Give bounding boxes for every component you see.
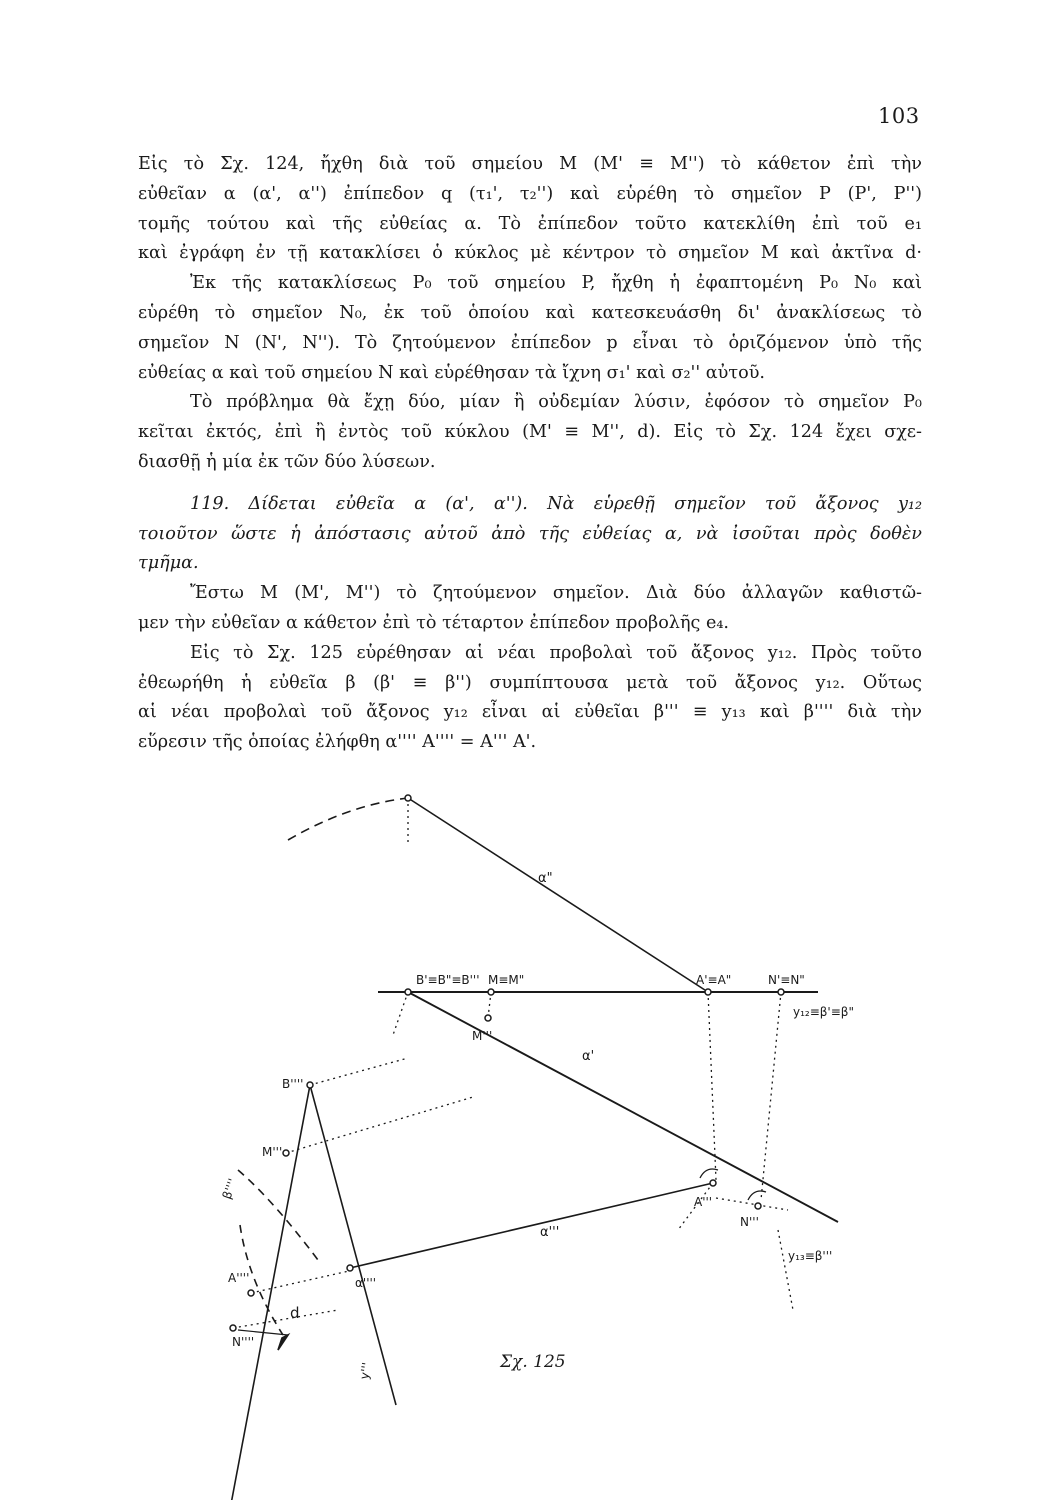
text-line: Ἔστω Μ (Μ', Μ'') τὸ ζητούμενον σημεῖον. Διὰ δύο ἀλλαγῶν καθιστῶ- <box>190 583 922 604</box>
paragraph-4 <box>138 579 922 639</box>
text-line: αἱ νέαι προβολαὶ τοῦ ἄξονος y₁₂ εἶναι αἱ εὐθεῖαι β''' ≡ y₁₃ καὶ β'''' διὰ τὴν <box>138 702 922 723</box>
page-number: 103 <box>878 104 920 128</box>
dotted-line <box>761 992 781 1200</box>
body-text <box>138 150 922 758</box>
line-alpha-dbl <box>408 798 708 992</box>
label-m-iii: M''' <box>472 1029 493 1043</box>
label-b-group: B'≡B"≡B''' <box>416 973 480 987</box>
line-alpha-triple <box>350 1183 713 1268</box>
dotted-line <box>393 992 408 1035</box>
dotted-line <box>778 1230 793 1310</box>
text-line: Τὸ πρόβλημα θὰ ἔχῃ δύο, μίαν ἢ οὐδεμίαν λύσιν, ἐφόσον τὸ σημεῖον P₀ <box>190 392 922 413</box>
point-a-iv <box>248 1290 254 1296</box>
text-line: εὕρεσιν τῆς ὁποίας ἐλήφθη α'''' A'''' = A''' A'. <box>138 732 537 753</box>
point-n-group <box>778 989 784 995</box>
text-line: Εἰς τὸ Σχ. 125 εὑρέθησαν αἱ νέαι προβολαὶ τοῦ ἄξονος y₁₂. Πρὸς τοῦτο <box>190 642 922 663</box>
dashed-arc-left <box>238 1170 318 1260</box>
label-n-iii: N''' <box>740 1215 759 1229</box>
text-line: καὶ ἐγράφη ἐν τῇ κατακλίσει ὁ κύκλος μὲ κέντρον τὸ σημεῖον Μ καὶ ἀκτῖνα d· <box>138 243 922 264</box>
point-alpha-dbl-top <box>405 795 411 801</box>
label-m-group: M≡M" <box>488 973 525 987</box>
point-m-v <box>283 1150 289 1156</box>
text-line: Εἰς τὸ Σχ. 124, ἤχθη διὰ τοῦ σημείου Μ (Μ' ≡ Μ'') τὸ κάθετον ἐπὶ τὴν <box>138 154 922 174</box>
paragraph-2 <box>138 269 922 388</box>
right-angle-mark <box>748 1191 766 1200</box>
figure-caption: Σχ. 125 <box>500 1352 566 1372</box>
text-line: 119. Δίδεται εὐθεῖα α (α', α''). Νὰ εὑρεθῇ σημεῖον τοῦ ἄξονος y₁₂ <box>190 493 922 514</box>
paragraph-3 <box>138 388 922 477</box>
text-line: διασθῇ ἡ μία ἐκ τῶν δύο λύσεων. <box>138 451 436 472</box>
label-alpha-iv: α'''' <box>355 1276 377 1290</box>
text-line: κεῖται ἐκτός, ἐπὶ ἢ ἐντὸς τοῦ κύκλου (Μ' ≡ Μ'', d). Εἰς τὸ Σχ. 124 ἔχει σχε- <box>138 422 922 443</box>
point-a-group <box>705 989 711 995</box>
label-b-iv: B'''' <box>282 1077 304 1091</box>
dotted-line <box>233 1310 338 1328</box>
label-n-group: N'≡N" <box>768 973 805 987</box>
point-m-iii <box>485 1015 491 1021</box>
point-m-group <box>488 989 494 995</box>
paragraph-5 <box>138 639 922 758</box>
dotted-line <box>286 1097 473 1153</box>
dotted-line <box>310 1058 408 1085</box>
text-line: ἐθεωρήθη ἡ εὐθεῖα β (β' ≡ β'') συμπίπτουσα μετὰ τοῦ ἄξονος y₁₂. Οὕτως <box>138 672 922 693</box>
text-line: τμῆμα. <box>138 553 199 574</box>
label-d: d <box>290 1304 300 1322</box>
point-n-iv <box>230 1325 236 1331</box>
problem-statement <box>138 490 922 579</box>
dotted-line <box>708 992 716 1180</box>
dotted-line <box>251 1271 349 1293</box>
label-alpha-dbl: α" <box>538 871 553 886</box>
label-m-v: M''' <box>262 1145 283 1159</box>
label-y-beta: y₁₃≡β''' <box>788 1249 833 1263</box>
label-y-iv: y''' <box>357 1361 374 1381</box>
label-alpha-triple: α''' <box>540 1225 560 1240</box>
text-line: Ἐκ τῆς κατακλίσεως P₀ τοῦ σημείου P, ἤχθη ἡ ἐφαπτομένη P₀ N₀ καὶ <box>190 273 922 294</box>
text-line: μεν τὴν εὐθεῖαν α κάθετον ἐπὶ τὸ τέταρτον ἐπίπεδον προβολῆς e₄. <box>138 612 729 633</box>
label-a-iii: A''' <box>694 1195 713 1209</box>
point-alpha-triple <box>347 1265 353 1271</box>
text-line: εὐθεῖαν α (α', α'') ἐπίπεδον q (τ₁', τ₂'') καὶ εὑρέθη τὸ σημεῖον P (P', P'') <box>138 183 922 204</box>
label-axis-y12: y₁₂≡β'≡β" <box>793 1005 854 1019</box>
text-line: σημεῖον N (N', N''). Τὸ ζητούμενον ἐπίπεδον p εἶναι τὸ ὁριζόμενον ὑπὸ τῆς <box>138 332 922 353</box>
line-y-iv <box>310 1085 396 1405</box>
label-a-group: A'≡A" <box>696 973 732 987</box>
arrow-d <box>278 1335 288 1350</box>
text-line: τομῆς τούτου καὶ τῆς εὐθείας α. Τὸ ἐπίπεδον τοῦτο κατεκλίθη ἐπὶ τοῦ e₁ <box>138 213 922 234</box>
text-line: εὐθείας α καὶ τοῦ σημείου N καὶ εὑρέθησαν τὰ ἴχνη σ₁' καὶ σ₂'' αὐτοῦ. <box>138 362 765 383</box>
text-line: τοιοῦτον ὥστε ἡ ἀπόστασις αὐτοῦ ἀπὸ τῆς εὐθείας α, νὰ ἰσοῦται πρὸς δοθὲν <box>138 523 922 544</box>
point-n-iii <box>755 1203 761 1209</box>
label-n-iv: N'''' <box>232 1335 255 1349</box>
label-a-iv: A'''' <box>228 1271 250 1285</box>
paragraph-1 <box>138 150 922 269</box>
point-b-iv <box>307 1082 313 1088</box>
dotted-line <box>488 992 491 1018</box>
line-alpha-prime <box>408 992 838 1222</box>
point-a-iii <box>710 1180 716 1186</box>
point-b-group <box>405 989 411 995</box>
dashed-arc-top <box>288 798 408 840</box>
label-beta-iv: β'''' <box>219 1176 240 1202</box>
text-line: εὑρέθη τὸ σημεῖον N₀, ἐκ τοῦ ὁποίου καὶ κατεσκευάσθη δι' ἀνακλίσεως τὸ <box>138 302 922 323</box>
dotted-line <box>716 1198 788 1210</box>
label-alpha-prime: α' <box>582 1049 595 1064</box>
